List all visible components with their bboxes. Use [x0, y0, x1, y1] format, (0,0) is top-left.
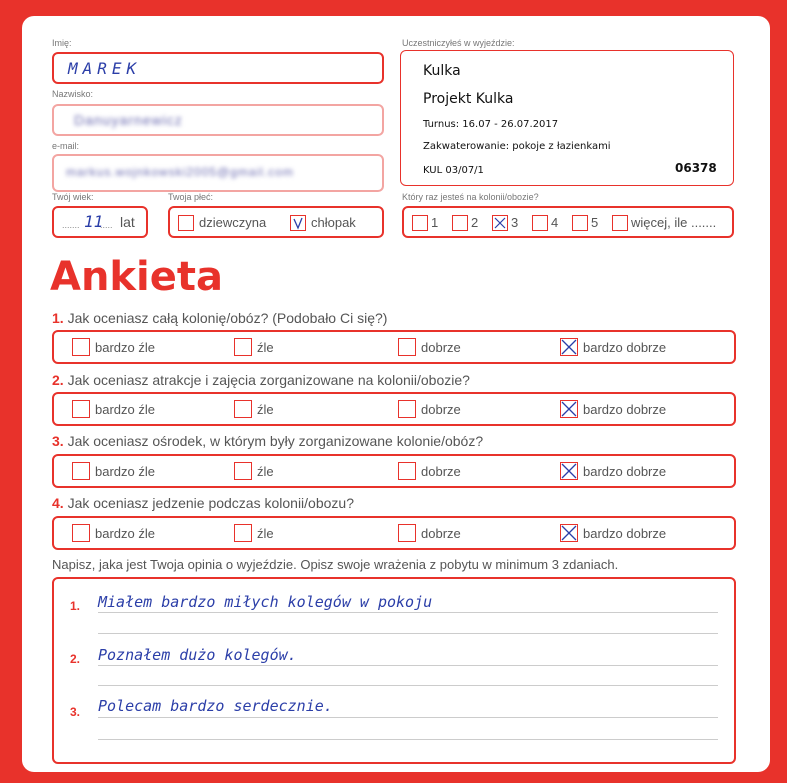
q2-checkbox-very-bad[interactable]: [72, 400, 90, 418]
cross-mark-icon: [561, 463, 577, 479]
q2-checkbox-very-good[interactable]: [560, 400, 578, 418]
name-field[interactable]: [52, 52, 384, 84]
times-option-4: 4: [551, 215, 559, 231]
q1-checkbox-good[interactable]: [398, 338, 416, 356]
trip-accommodation: Zakwaterowanie: pokoje z łazienkami: [423, 141, 611, 152]
q4-checkbox-bad[interactable]: [234, 524, 252, 542]
q4-checkbox-very-good[interactable]: [560, 524, 578, 542]
opinion-line-1-number: 1.: [70, 599, 81, 613]
gender-option-boy: chłopak: [311, 215, 356, 231]
opinion-line-3-number: 3.: [70, 705, 81, 719]
q1-checkbox-bad[interactable]: [234, 338, 252, 356]
age-value: 11: [84, 212, 104, 231]
opinion-line-1: Miałem bardzo miłych kolegów w pokoju: [98, 593, 433, 611]
trip-number: 06378: [675, 161, 717, 175]
cross-mark-icon: [561, 401, 577, 417]
trip-code: KUL 03/07/1: [423, 165, 484, 176]
times-label: Który raz jesteś na kolonii/obozie?: [402, 192, 539, 202]
question-4: 4. Jak oceniasz jedzenie podczas kolonii/obozu?: [52, 495, 354, 511]
trip-box: [400, 50, 734, 186]
check-mark-icon: [291, 216, 305, 230]
page-title: Ankieta: [50, 254, 223, 300]
times-checkbox-1[interactable]: [412, 215, 428, 231]
answer-row-2: bardzo źle źle dobrze bardzo dobrze: [52, 392, 736, 426]
surname-value: Danuyarnewicz: [74, 112, 183, 128]
gender-label: Twoja płeć:: [168, 192, 214, 202]
q1-checkbox-very-bad[interactable]: [72, 338, 90, 356]
gender-field: [168, 206, 384, 238]
opinion-box[interactable]: [52, 577, 736, 764]
q3-checkbox-very-good[interactable]: [560, 462, 578, 480]
times-checkbox-more[interactable]: [612, 215, 628, 231]
trip-label: Uczestniczyłeś w wyjeździe:: [402, 38, 515, 48]
age-unit: lat: [120, 214, 135, 230]
cross-mark-icon: [561, 339, 577, 355]
gender-checkbox-boy[interactable]: [290, 215, 306, 231]
age-label: Twój wiek:: [52, 192, 94, 202]
q1-checkbox-very-good[interactable]: [560, 338, 578, 356]
q4-checkbox-good[interactable]: [398, 524, 416, 542]
trip-name: Kulka: [423, 63, 461, 79]
cross-mark-icon: [561, 525, 577, 541]
answer-row-4: bardzo źle źle dobrze bardzo dobrze: [52, 516, 736, 550]
q3-checkbox-good[interactable]: [398, 462, 416, 480]
answer-row-1: bardzo źle źle dobrze bardzo dobrze: [52, 330, 736, 364]
times-option-1: 1: [431, 215, 439, 231]
times-field: [402, 206, 734, 238]
surname-label: Nazwisko:: [52, 89, 94, 99]
gender-checkbox-girl[interactable]: [178, 215, 194, 231]
trip-term: Turnus: 16.07 - 26.07.2017: [423, 119, 559, 130]
survey-sheet: [22, 16, 770, 772]
gender-option-girl: dziewczyna: [199, 215, 267, 231]
times-option-2: 2: [471, 215, 479, 231]
email-value: markus.wojnkowski2005@gmail.com: [66, 165, 294, 179]
times-checkbox-5[interactable]: [572, 215, 588, 231]
email-field[interactable]: [52, 154, 384, 192]
times-option-more: więcej, ile .......: [631, 215, 717, 231]
opinion-line-2: Poznałem dużo kolegów.: [98, 646, 297, 664]
email-label: e-mail:: [52, 141, 80, 151]
times-checkbox-2[interactable]: [452, 215, 468, 231]
trip-program: Projekt Kulka: [423, 91, 514, 107]
opinion-line-3: Polecam bardzo serdecznie.: [98, 697, 333, 715]
cross-mark-icon: [493, 216, 507, 230]
times-option-5: 5: [591, 215, 599, 231]
times-checkbox-4[interactable]: [532, 215, 548, 231]
q4-checkbox-very-bad[interactable]: [72, 524, 90, 542]
opinion-prompt: Napisz, jaka jest Twoja opinia o wyjeździe. Opisz swoje wrażenia z pobytu w minimum 3 zdaniach.: [52, 557, 619, 572]
times-option-3: 3: [511, 215, 519, 231]
opinion-line-2-number: 2.: [70, 652, 81, 666]
q3-checkbox-bad[interactable]: [234, 462, 252, 480]
surname-field[interactable]: [52, 104, 384, 136]
question-2: 2. Jak oceniasz atrakcje i zajęcia zorganizowane na kolonii/obozie?: [52, 372, 470, 388]
question-3: 3. Jak oceniasz ośrodek, w którym były zorganizowane kolonie/obóz?: [52, 433, 484, 449]
name-value: MAREK: [68, 59, 142, 78]
answer-row-3: bardzo źle źle dobrze bardzo dobrze: [52, 454, 736, 488]
q2-checkbox-bad[interactable]: [234, 400, 252, 418]
q2-checkbox-good[interactable]: [398, 400, 416, 418]
question-1: 1. Jak oceniasz całą kolonię/obóz? (Podobało Ci się?): [52, 310, 388, 326]
times-checkbox-3[interactable]: [492, 215, 508, 231]
name-label: Imię:: [52, 38, 72, 48]
q3-checkbox-very-bad[interactable]: [72, 462, 90, 480]
age-field[interactable]: ....... 11 ..... lat: [52, 206, 148, 238]
